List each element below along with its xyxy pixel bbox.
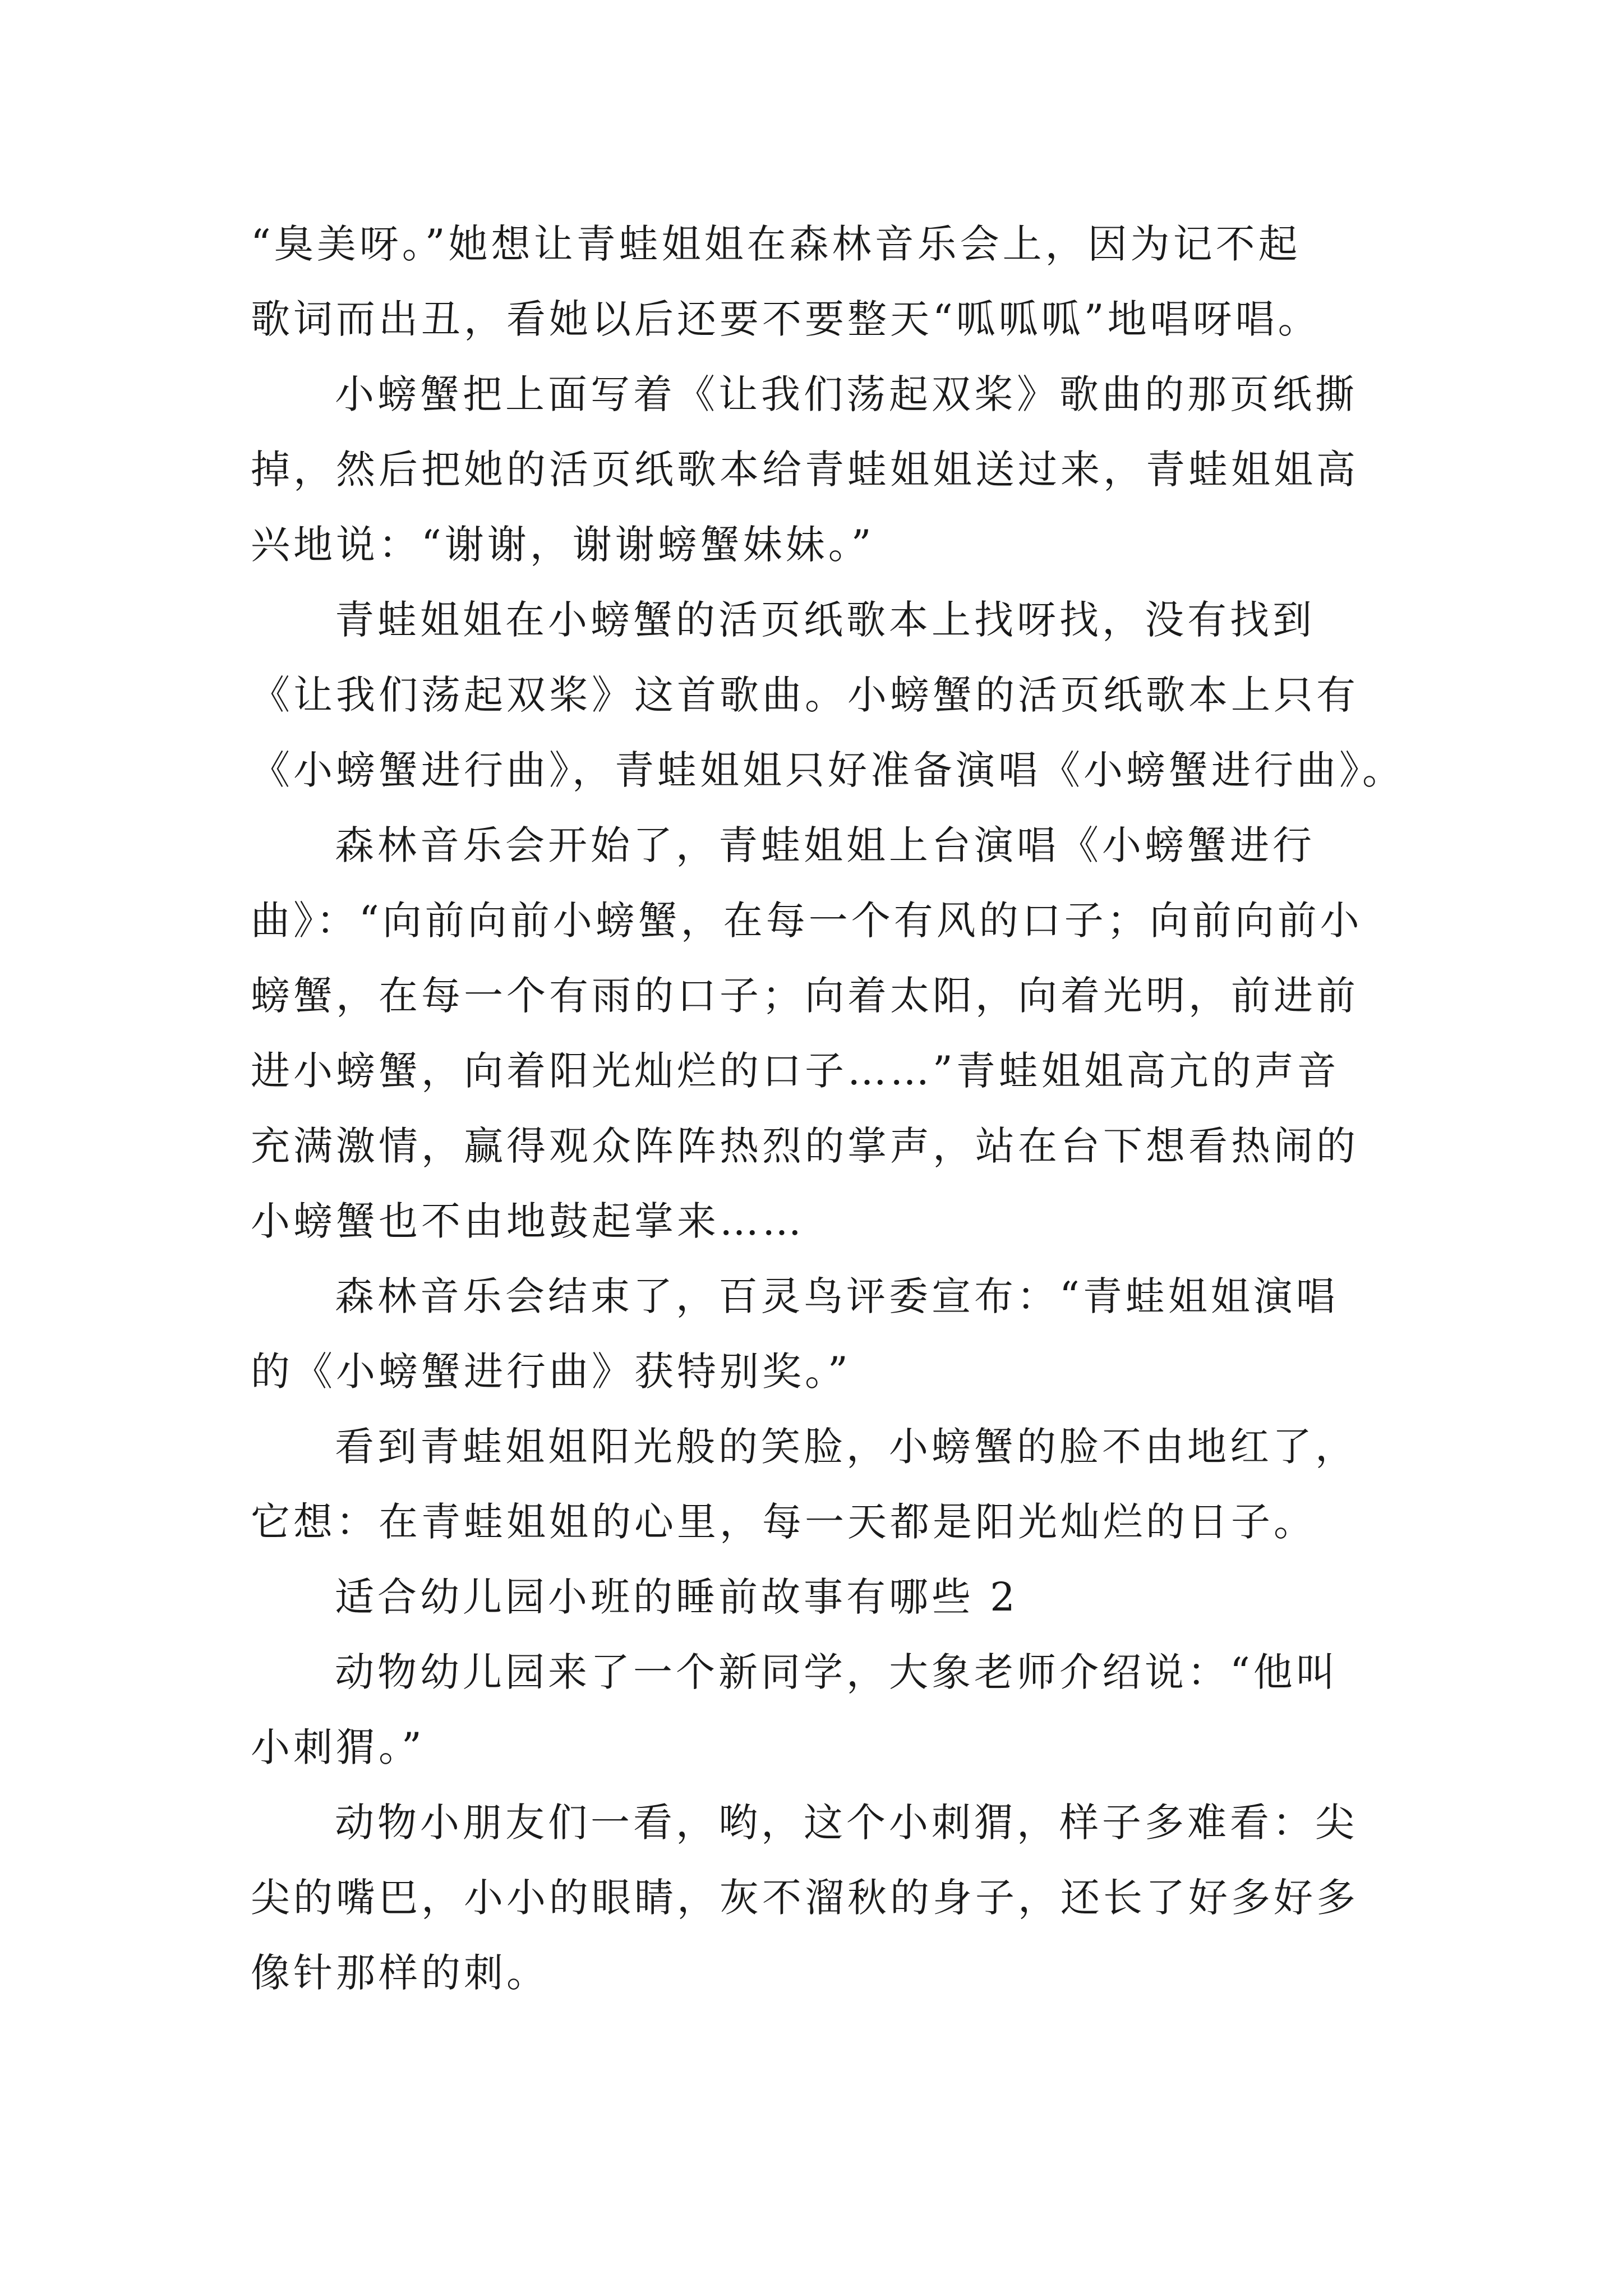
text-line: 尖的嘴巴，小小的眼睛，灰不溜秋的身子，还长了好多好多 (251, 1875, 1359, 1921)
text-line: 歌词而出丑，看她以后还要不要整天“呱呱呱”地唱呀唱。 (251, 296, 1321, 342)
text-line: 掉，然后把她的活页纸歌本给青蛙姐姐送过来，青蛙姐姐高 (251, 447, 1359, 493)
text-line: 小刺猬。” (251, 1724, 425, 1770)
text-line: “臭美呀。”她想让青蛙姐姐在森林音乐会上，因为记不起 (251, 221, 1301, 267)
paragraph-first-line: 青蛙姐姐在小螃蟹的活页纸歌本上找呀找，没有找到 (335, 597, 1315, 643)
text-line: 它想：在青蛙姐姐的心里，每一天都是阳光灿烂的日子。 (251, 1499, 1316, 1545)
text-line: 螃蟹，在每一个有雨的口子；向着太阳，向着光明，前进前 (251, 973, 1359, 1019)
text-line: 兴地说：“谢谢，谢谢螃蟹妹妹。” (251, 522, 875, 568)
paragraph-first-line: 森林音乐会结束了，百灵鸟评委宣布：“青蛙姐姐演唱 (335, 1273, 1339, 1319)
paragraph-first-line: 动物小朋友们一看，哟，这个小刺猬，样子多难看：尖 (335, 1800, 1358, 1846)
body-text (251, 206, 1405, 2010)
text-line: 曲》：“向前向前小螃蟹，在每一个有风的口子；向前向前小 (251, 898, 1363, 944)
text-line: 小螃蟹也不由地鼓起掌来…… (251, 1198, 805, 1244)
paragraph-first-line: 看到青蛙姐姐阳光般的笑脸，小螃蟹的脸不由地红了， (335, 1424, 1358, 1470)
text-line: 的《小螃蟹进行曲》获特别奖。” (251, 1349, 851, 1395)
text-line: 进小螃蟹，向着阳光灿烂的口子……”青蛙姐姐高亢的声音 (251, 1048, 1340, 1094)
text-line: 《让我们荡起双桨》这首歌曲。小螃蟹的活页纸歌本上只有 (251, 672, 1359, 718)
paragraph-first-line: 小螃蟹把上面写着《让我们荡起双桨》歌曲的那页纸撕 (335, 371, 1358, 417)
text-line: 像针那样的刺。 (251, 1950, 549, 1996)
paragraph-first-line: 动物幼儿园来了一个新同学，大象老师介绍说：“他叫 (335, 1649, 1339, 1695)
text-line: 《小螃蟹进行曲》，青蛙姐姐只好准备演唱《小螃蟹进行曲》。 (251, 747, 1405, 793)
section-heading: 适合幼儿园小班的睡前故事有哪些 2 (335, 1574, 1018, 1620)
text-line: 充满激情，赢得观众阵阵热烈的掌声，站在台下想看热闹的 (251, 1123, 1359, 1169)
paragraph-first-line: 森林音乐会开始了，青蛙姐姐上台演唱《小螃蟹进行 (335, 822, 1315, 868)
